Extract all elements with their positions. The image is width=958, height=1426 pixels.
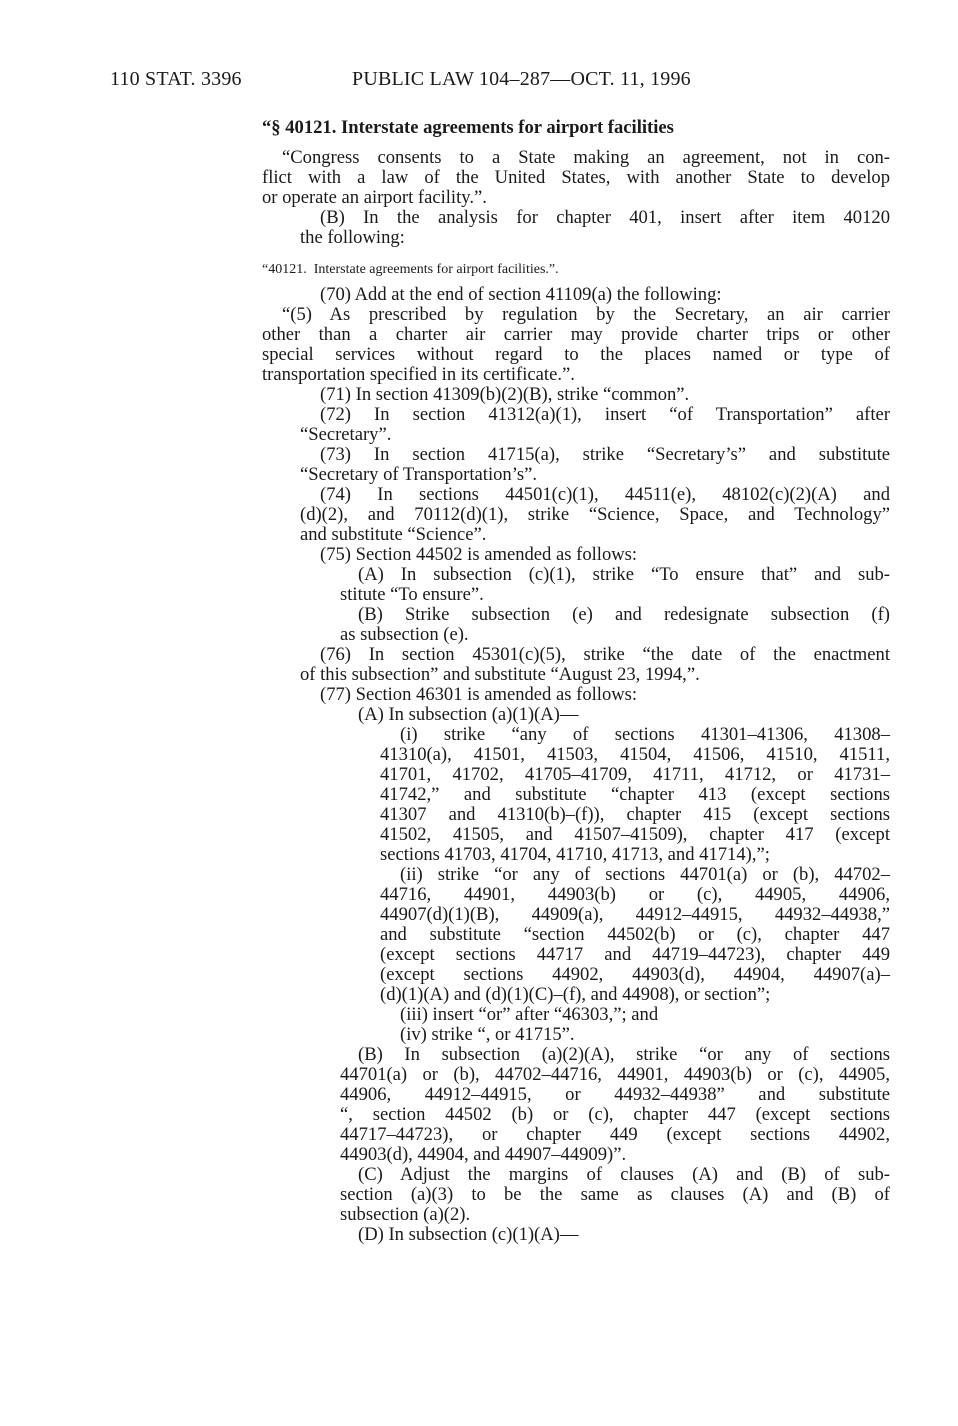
section-heading-title: Interstate agreements for airport facilities xyxy=(341,117,674,138)
text-line: (except sections 44717 and 44719–44723), chapter 449 xyxy=(380,944,890,965)
section-heading-number: “§ 40121. xyxy=(262,117,337,138)
text-line: (71) In section 41309(b)(2)(B), strike “common”. xyxy=(320,384,690,405)
text-line: (B) In subsection (a)(2)(A), strike “or any of sections xyxy=(358,1044,890,1065)
text-line: other than a charter air carrier may provide charter trips or other xyxy=(262,324,890,345)
text-line: (76) In section 45301(c)(5), strike “the date of the enactment xyxy=(320,644,890,665)
text-line: (D) In subsection (c)(1)(A)— xyxy=(358,1224,579,1245)
text-line: (i) strike “any of sections 41301–41306, 41308– xyxy=(400,724,890,745)
text-line: (75) Section 44502 is amended as follows: xyxy=(320,544,638,565)
text-line: 44907(d)(1)(B), 44909(a), 44912–44915, 44932–44938,” xyxy=(380,904,890,925)
text-line: “Secretary”. xyxy=(300,424,392,445)
text-line: and substitute “section 44502(b) or (c), chapter 447 xyxy=(380,924,890,945)
text-line: (C) Adjust the margins of clauses (A) and (B) of sub- xyxy=(358,1164,890,1185)
text-line: and substitute “Science”. xyxy=(300,524,487,545)
text-line: (iv) strike “, or 41715”. xyxy=(400,1024,575,1045)
text-line: “, section 44502 (b) or (c), chapter 447 (except sections xyxy=(340,1104,890,1125)
text-line: (A) In subsection (c)(1), strike “To ensure that” and sub- xyxy=(358,564,890,585)
text-line: 44716, 44901, 44903(b) or (c), 44905, 44906, xyxy=(380,884,890,905)
text-line: transportation specified in its certificate.”. xyxy=(262,364,575,385)
text-line: (d)(1)(A) and (d)(1)(C)–(f), and 44908), or section”; xyxy=(380,984,771,1005)
text-line: (77) Section 46301 is amended as follows: xyxy=(320,684,638,705)
text-line: of this subsection” and substitute “August 23, 1994,”. xyxy=(300,664,700,685)
text-line: (B) In the analysis for chapter 401, insert after item 40120 xyxy=(320,207,890,228)
text-line: 44903(d), 44904, and 44907–44909)”. xyxy=(340,1144,627,1165)
text-line: “Congress consents to a State making an agreement, not in con- xyxy=(282,147,890,168)
text-line: (70) Add at the end of section 41109(a) the following: xyxy=(320,284,722,305)
text-line: 44717–44723), or chapter 449 (except sections 44902, xyxy=(340,1124,890,1145)
text-line: flict with a law of the United States, with another State to develop xyxy=(262,167,890,188)
text-line: subsection (a)(2). xyxy=(340,1204,471,1225)
public-law-header: PUBLIC LAW 104–287—OCT. 11, 1996 xyxy=(352,68,691,90)
text-line: “Secretary of Transportation’s”. xyxy=(300,464,538,485)
text-line: “(5) As prescribed by regulation by the Secretary, an air carrier xyxy=(282,304,890,325)
text-line: (ii) strike “or any of sections 44701(a) or (b), 44702– xyxy=(400,864,890,885)
text-line: 41701, 41702, 41705–41709, 41711, 41712, or 41731– xyxy=(380,764,890,785)
text-line: (B) Strike subsection (e) and redesignate subsection (f) xyxy=(358,604,890,625)
text-line: the following: xyxy=(300,227,405,248)
text-line: (d)(2), and 70112(d)(1), strike “Science, Space, and Technology” xyxy=(300,504,890,525)
text-line: (except sections 44902, 44903(d), 44904, 44907(a)– xyxy=(380,964,890,985)
analysis-item xyxy=(262,260,559,280)
text-line: 44701(a) or (b), 44702–44716, 44901, 44903(b) or (c), 44905, xyxy=(340,1064,890,1085)
analysis-item-text: Interstate agreements for airport facilities.”. xyxy=(313,262,559,277)
text-line: 44906, 44912–44915, or 44932–44938” and substitute xyxy=(340,1084,890,1105)
text-line: (iii) insert “or” after “46303,”; and xyxy=(400,1004,659,1025)
text-line: special services without regard to the places named or type of xyxy=(262,344,890,365)
text-line: stitute “To ensure”. xyxy=(340,584,484,605)
text-line: 41502, 41505, and 41507–41509), chapter 417 (except xyxy=(380,824,890,845)
text-line: 41742,” and substitute “chapter 413 (except sections xyxy=(380,784,890,805)
section-heading xyxy=(262,118,674,138)
text-line: section (a)(3) to be the same as clauses (A) and (B) of xyxy=(340,1184,890,1205)
text-line: 41310(a), 41501, 41503, 41504, 41506, 41510, 41511, xyxy=(380,744,890,765)
analysis-item-number: “40121. xyxy=(262,262,307,277)
text-line: (73) In section 41715(a), strike “Secretary’s” and substitute xyxy=(320,444,890,465)
text-line: as subsection (e). xyxy=(340,624,469,645)
text-line: or operate an airport facility.”. xyxy=(262,187,487,208)
text-line: sections 41703, 41704, 41710, 41713, and 41714),”; xyxy=(380,844,770,865)
statute-page-number: 110 STAT. 3396 xyxy=(110,68,242,90)
text-line: (72) In section 41312(a)(1), insert “of Transportation” after xyxy=(320,404,890,425)
text-line: 41307 and 41310(b)–(f)), chapter 415 (except sections xyxy=(380,804,890,825)
text-line: (A) In subsection (a)(1)(A)— xyxy=(358,704,579,725)
text-line: (74) In sections 44501(c)(1), 44511(e), 48102(c)(2)(A) and xyxy=(320,484,890,505)
